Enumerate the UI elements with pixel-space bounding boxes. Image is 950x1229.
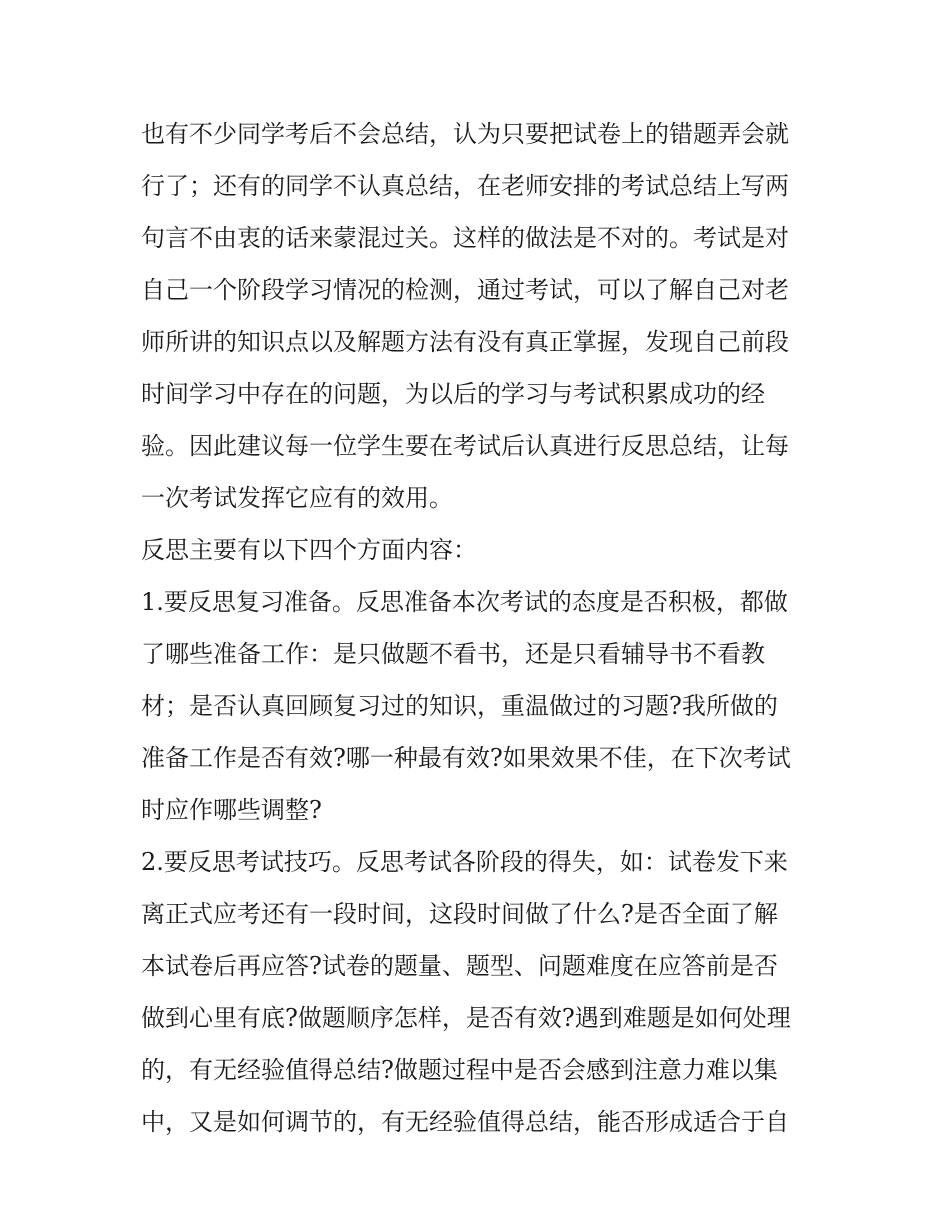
text-line: 时间学习中存在的问题，为以后的学习与考试积累成功的经 (141, 380, 765, 408)
text-line: 行了；还有的同学不认真总结，在老师安排的考试总结上写两 (141, 172, 789, 200)
item-1-line: 了哪些准备工作：是只做题不看书，还是只看辅导书不看教 (141, 640, 765, 668)
item-2-line: 2.要反思考试技巧。反思考试各阶段的得失，如：试卷发下来 (141, 848, 788, 876)
item-2-line: 中，又是如何调节的，有无经验值得总结，能否形成适合于自 (141, 1108, 789, 1136)
item-2-line: 做到心里有底?做题顺序怎样，是否有效?遇到难题是如何处理 (141, 1004, 791, 1032)
item-2-line: 的，有无经验值得总结?做题过程中是否会感到注意力难以集 (141, 1056, 778, 1084)
item-1-line: 准备工作是否有效?哪一种最有效?如果效果不佳，在下次考试 (141, 744, 791, 772)
text-line: 自己一个阶段学习情况的检测，通过考试，可以了解自己对老 (141, 276, 789, 304)
body-text (141, 108, 821, 1148)
text-line: 一次考试发挥它应有的效用。 (141, 484, 453, 512)
text-line: 句言不由衷的话来蒙混过关。这样的做法是不对的。考试是对 (141, 224, 789, 252)
text-line: 也有不少同学考后不会总结，认为只要把试卷上的错题弄会就 (141, 120, 789, 148)
text-line: 师所讲的知识点以及解题方法有没有真正掌握，发现自己前段 (141, 328, 789, 356)
item-2-line: 离正式应考还有一段时间，这段时间做了什么?是否全面了解 (141, 900, 778, 928)
item-2-line: 本试卷后再应答?试卷的题量、题型、问题难度在应答前是否 (141, 952, 778, 980)
item-1-line: 1.要反思复习准备。反思准备本次考试的态度是否积极，都做 (141, 588, 788, 616)
section-intro: 反思主要有以下四个方面内容： (141, 536, 477, 564)
item-1-line: 材；是否认真回顾复习过的知识，重温做过的习题?我所做的 (141, 692, 778, 720)
text-line: 验。因此建议每一位学生要在考试后认真进行反思总结，让每 (141, 432, 789, 460)
item-1-line: 时应作哪些调整? (141, 796, 322, 824)
